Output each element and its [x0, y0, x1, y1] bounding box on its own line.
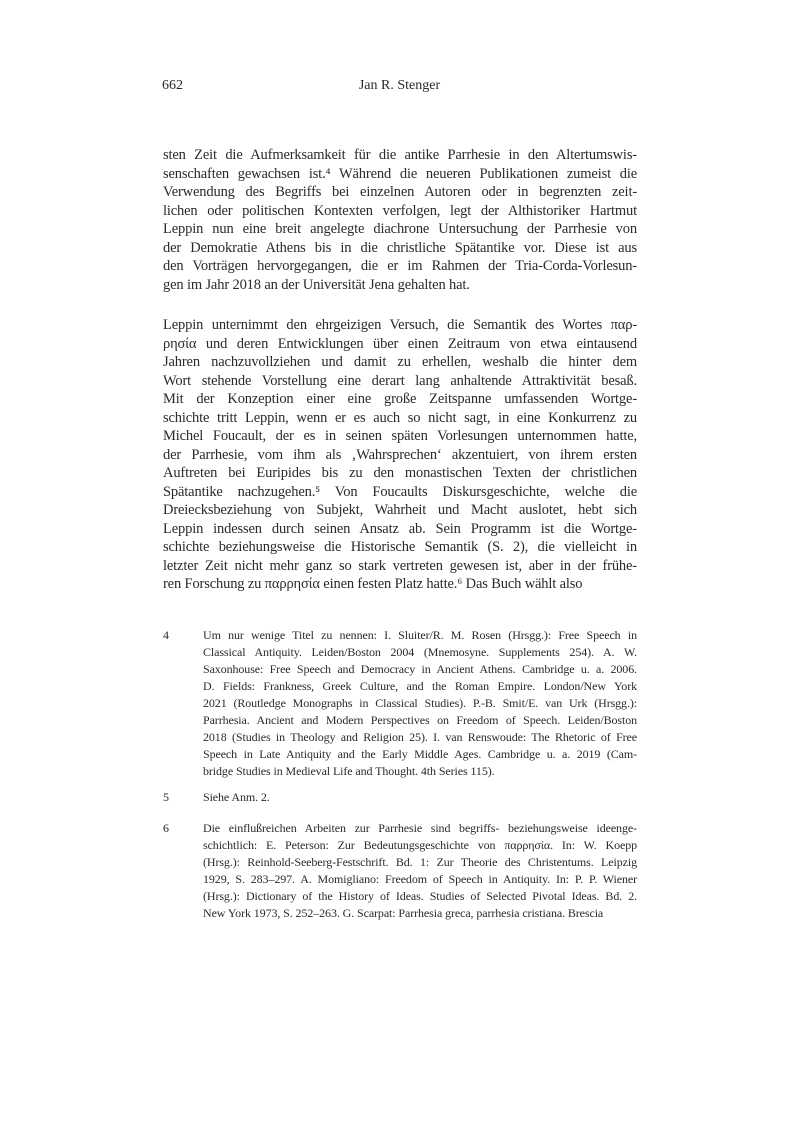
footnote-number: 5: [163, 790, 169, 804]
body-line: letzter Zeit nicht mehr ganz so stark vertreten gewesen ist, aber in der frühe-: [163, 557, 637, 574]
footnote-line: schichtlich: E. Peterson: Zur Bedeutungsgeschichte von παρρησία. In: W. Koepp: [203, 838, 637, 852]
footnote-line: Speech in Late Antiquity and the Early Middle Ages. Cambridge u. a. 2019 (Cam-: [203, 747, 637, 761]
body-line: gen im Jahr 2018 an der Universität Jena gehalten hat.: [163, 276, 470, 293]
footnote-line: Siehe Anm. 2.: [203, 790, 270, 804]
footnote-line: Saxonhouse: Free Speech and Democracy in Ancient Athens. Cambridge u. a. 2006.: [203, 662, 637, 676]
body-line: Verwendung des Begriffs bei einzelnen Autoren oder in begrenzten zeit-: [163, 184, 637, 200]
footnote-line: 1929, S. 283–297. A. Momigliano: Freedom of Speech in Antiquity. In: P. P. Wiener: [203, 872, 637, 886]
body-line: den Vorträgen hervorgegangen, die er im Rahmen der Tria-Corda-Vorlesun-: [163, 258, 637, 274]
body-line: Leppin unternimmt den ehrgeizigen Versuch, die Semantik des Wortes παρ-: [163, 317, 637, 333]
body-line: senschaften gewachsen ist.⁴ Während die neueren Publikationen zumeist die: [163, 165, 637, 182]
body-line: Jahren nachzuvollziehen und damit zu erhellen, weshalb die hinter dem: [163, 354, 637, 370]
footnote-line: Parrhesia. Ancient and Modern Perspectives on Freedom of Speech. Leiden/Boston: [203, 713, 637, 727]
body-line: Dreiecksbeziehung von Subjekt, Wahrheit und Macht auslotet, hebt sich: [163, 502, 637, 518]
body-line: der Demokratie Athens bis in die christliche Spätantike vor. Diese ist aus: [163, 239, 637, 256]
footnote-line: D. Fields: Frankness, Greek Culture, and the Roman Empire. London/New York: [203, 679, 637, 693]
body-line: Spätantike nachzugehen.⁵ Von Foucaults Diskursgeschichte, welche die: [163, 483, 637, 500]
footnote-number: 6: [163, 821, 169, 835]
body-line: ρησία und deren Entwicklungen über einen Zeitraum von etwa eintausend: [163, 335, 637, 352]
footnote-line: (Hrsg.): Reinhold-Seeberg-Festschrift. Bd. 1: Zur Theorie des Christentums. Leipzig: [203, 855, 637, 869]
footnote-line: 2018 (Studies in Theology and Religion 25). I. van Renswoude: The Rhetoric of Free: [203, 730, 637, 744]
body-line: sten Zeit die Aufmerksamkeit für die antike Parrhesie in den Altertumswis-: [163, 147, 637, 163]
footnote-number: 4: [163, 628, 169, 642]
body-line: der Parrhesie, vom ihm als ‚Wahrsprechen‘ akzentuiert, von ihrem ersten: [163, 446, 637, 463]
running-head: Jan R. Stenger: [358, 78, 441, 93]
body-line: Leppin indessen durch seinen Ansatz ab. Sein Programm ist die Wortge-: [163, 520, 637, 537]
footnote-line: bridge Studies in Medieval Life and Thought. 4th Series 115).: [203, 764, 495, 778]
footnote-line: Die einflußreichen Arbeiten zur Parrhesie sind begriffs- beziehungsweise ideenge-: [203, 821, 637, 835]
body-line: Leppin nun eine breit angelegte diachrone Untersuchung der Parrhesie von: [163, 221, 637, 237]
body-line: schichte tritt Leppin, wenn er es auch so nicht sagt, in eine Konkurrenz zu: [163, 409, 637, 426]
body-line: lichen oder politischen Kontexten verfolgen, legt der Althistoriker Hartmut: [163, 202, 637, 219]
footnote-line: Um nur wenige Titel zu nennen: I. Sluiter/R. M. Rosen (Hrsgg.): Free Speech in: [203, 628, 637, 642]
body-line: Michel Foucault, der es in seinen späten Vorlesungen unternommen hatte,: [163, 428, 637, 444]
body-line: Mit der Konzeption einer eine große Zeitspanne umfassenden Wortge-: [163, 391, 637, 407]
body-line: schichte beziehungsweise die Historische Semantik (S. 2), die vielleicht in: [163, 539, 637, 555]
footnote-line: (Hrsg.): Dictionary of the History of Ideas. Studies of Selected Pivotal Ideas. Bd. 2.: [203, 889, 637, 903]
body-line: ren Forschung zu παρρησία einen festen Platz hatte.⁶ Das Buch wählt also: [163, 576, 583, 592]
page-number: 662: [162, 78, 183, 93]
footnote-line: New York 1973, S. 252–263. G. Scarpat: Parrhesia greca, parrhesia cristiana. Brescia: [203, 906, 604, 920]
footnote-line: Classical Antiquity. Leiden/Boston 2004 (Mnemosyne. Supplements 254). A. W.: [203, 645, 637, 659]
footnote-line: 2021 (Routledge Monographs in Classical Studies). P.-B. Smit/E. van Urk (Hrsgg.):: [203, 696, 637, 710]
body-line: Wort stehende Vorstellung eine derart lang anhaltende Attraktivität besaß.: [163, 372, 637, 389]
body-line: Auftreten bei Euripides bis zu den monastischen Texten der christlichen: [163, 465, 637, 481]
